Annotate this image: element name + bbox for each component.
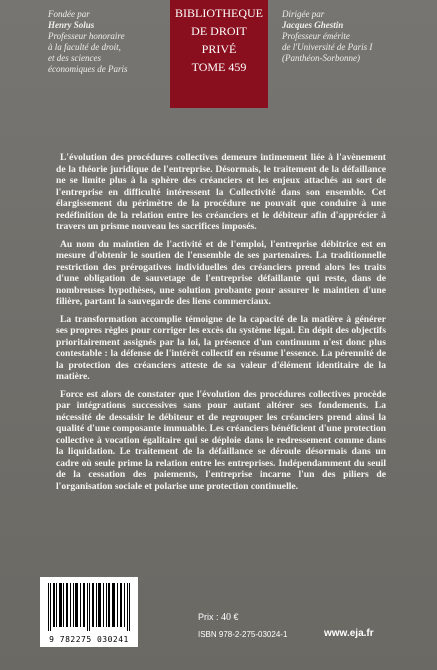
isbn: ISBN 978-2-275-03024-1 xyxy=(198,630,288,639)
publisher-website: www.eja.fr xyxy=(324,628,374,639)
founder-name: Henry Solus xyxy=(48,20,95,30)
barcode xyxy=(40,577,138,647)
series-line: DE DROIT xyxy=(191,24,247,38)
blurb-paragraph: Au nom du maintien de l'activité et de l'emploi, l'entreprise débitrice est en mesure d'obtenir le soutien de l'ensemble de ses partenaires. La traditionnelle restriction des prérogatives individuelles des créanciers prend alors les traits d'une obligation de sauvetage de l'entreprise défaillante qui reste, dans de nombreuses hypothèses, une solution probante pour assurer le maintien d'une filière, partant la sauvegarde des liens commerciaux. xyxy=(56,238,386,307)
series-line: BIBLIOTHEQUE xyxy=(175,6,263,20)
founder-block xyxy=(48,9,160,75)
price-currency: € xyxy=(233,612,239,622)
series-line: PRIVÉ xyxy=(201,42,237,56)
director-title-line: Professeur émérite xyxy=(282,31,350,41)
blurb-paragraph: L'évolution des procédures collectives demeure intimement liée à l'avènement de la théorie juridique de l'entreprise. Désormais, le traitement de la défaillance ne se limite plus à la sphère des créanciers et les enjeux attachés au sort de l'entreprise en difficulté intéressent la Collectivité dans son ensemble. Cet élargissement du périmètre de la procédure ne pouvait que conduire à une redéfinition de la relation entre les créanciers et le débiteur afin d'apprécier à travers un prisme nouveau les sacrifices imposés. xyxy=(56,152,386,232)
series-crest xyxy=(170,0,268,108)
founder-title-line: et des sciences xyxy=(48,53,101,63)
directed-by-label: Dirigée par xyxy=(282,9,325,19)
director-name: Jacques Ghestin xyxy=(282,20,344,30)
barcode-bars xyxy=(48,583,130,631)
price-value: 40 xyxy=(221,612,232,623)
founder-title-line: Professeur honoraire xyxy=(48,31,125,41)
director-title-line: de l'Université de Paris I xyxy=(282,42,373,52)
director-title-line: (Panthéon-Sorbonne) xyxy=(282,53,360,63)
founded-by-label: Fondée par xyxy=(48,9,90,19)
founder-title-line: économiques de Paris xyxy=(48,64,128,74)
volume-number: TOME 459 xyxy=(191,60,247,74)
blurb-paragraph: La transformation accomplie témoigne de la capacité de la matière à générer ses propres règles pour corriger les excès du système légal. En dépit des objectifs prioritairement assignés par la loi, la présence d'un continuum n'est donc plus contestable : la défense de l'intérêt collectif en résume l'essence. La pérennité de la protection des créanciers atteste de sa valeur d'élément identitaire de la matière. xyxy=(56,313,386,382)
founder-title-line: à la faculté de droit, xyxy=(48,42,121,52)
blurb xyxy=(56,152,386,498)
price-label: Prix : xyxy=(198,612,219,622)
director-block xyxy=(282,9,422,64)
price xyxy=(198,612,239,623)
blurb-paragraph: Force est alors de constater que l'évolution des procédures collectives procède par intégrations successives sans pour autant altérer ses fondements. La nécessité de dessaisir le débiteur et de regrouper les créanciers prend ainsi la qualité d'une composante immuable. Les créanciers bénéficient d'une protection collective à vocation égalitaire qui se déploie dans le redressement comme dans la liquidation. Le traitement de la défaillance se déroule désormais dans un cadre où seule prime la relation entre les entreprises. Indépendamment du seuil de la cessation des paiements, l'entreprise incarne l'un des piliers de l'organisation sociale et polarise une protection continuelle. xyxy=(56,388,386,492)
barcode-number: 9 782275 030241 xyxy=(49,635,129,644)
